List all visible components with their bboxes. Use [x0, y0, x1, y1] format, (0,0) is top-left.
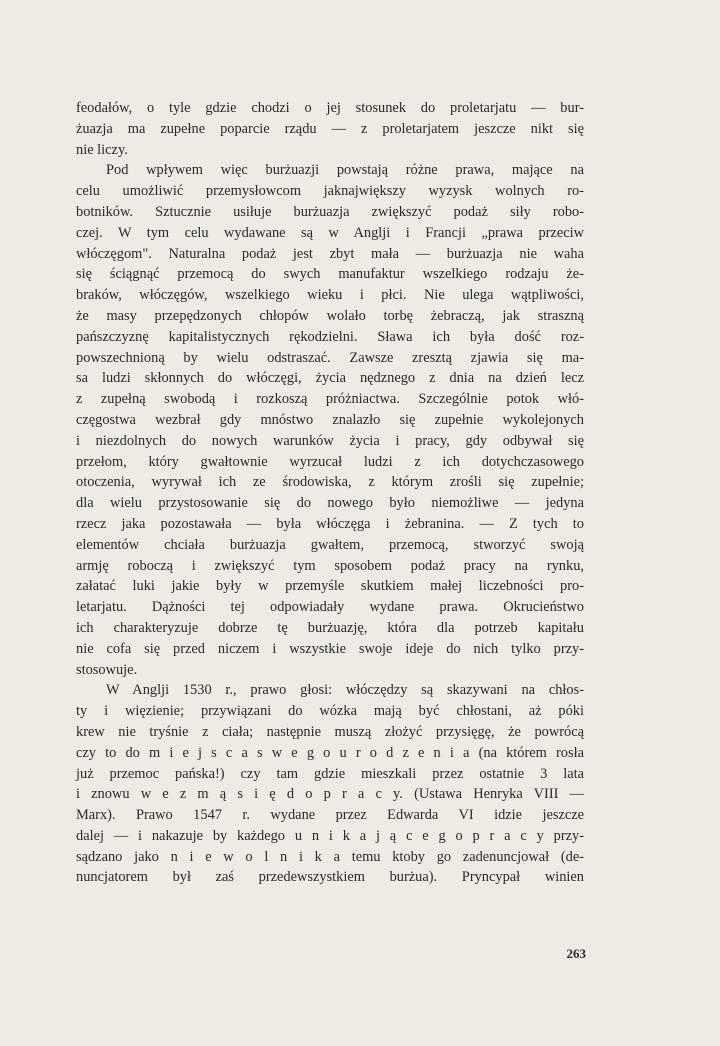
text-line: sa ludzi skłonnych do włóczęgi, życia nędznego z dnia na dzień lecz [76, 370, 584, 387]
text-line: ty i więzienie; przywiązani do wózka mają być chłostani, aż póki [76, 703, 584, 720]
text-line: i znowu w e z m ą s i ę d o p r a c y. (Ustawa Henryka VIII — [76, 786, 584, 803]
text-line: żuazja ma zupełne poparcie rządu — z proletarjatem jeszcze nikt się [76, 120, 584, 137]
text-line: stosowuje. [76, 661, 138, 678]
text-line: otoczenia, wyrywał ich ze środowiska, z którym zrośli się zupełnie; [76, 474, 584, 491]
text-line: celu umożliwić przemysłowcom jaknajwiększy wyzysk wolnych ro- [76, 183, 584, 200]
text-line: nie cofa się przed niczem i wszystkie swoje ideje do nich tylko przy- [76, 640, 584, 657]
text-line: letarjatu. Dążności tej odpowiadały wydane prawa. Okrucieństwo [76, 599, 584, 616]
text-line: włóczęgom". Naturalna podaż jest zbyt mała — burżuazja nie waha [76, 245, 584, 262]
text-line: czej. W tym celu wydawane są w Anglji i Francji „prawa przeciw [76, 224, 584, 241]
body-text [76, 98, 584, 888]
text-line: armję roboczą i zwiększyć tym sposobem podaż pracy na rynku, [76, 557, 584, 574]
text-line: feodałów, o tyle gdzie chodzi o jej stosunek do proletarjatu — bur- [76, 100, 584, 116]
text-line: W Anglji 1530 r., prawo głosi: włóczędzy są skazywani na chłos- [106, 682, 584, 699]
text-line: braków, włóczęgów, wszelkiego wieku i płci. Nie ulega wątpliwości, [76, 287, 584, 304]
page-number: 263 [566, 946, 586, 961]
text-line: elementów chciała burżuazja gwałtem, przemocą, stworzyć swoją [76, 536, 584, 553]
text-line: się ściągnąć przemocą do swych manufaktur wszelkiego rodzaju że- [76, 266, 584, 283]
text-line: ich charakteryzuje dobrze tę burżuazję, która dla potrzeb kapitału [76, 619, 584, 636]
text-line: i niezdolnych do nowych warunków życia i pracy, gdy odbywał się [76, 432, 584, 449]
text-line: dalej — i nakazuje by każdego u n i k a j ą c e g o p r a c y przy- [76, 827, 584, 844]
text-line: przełom, który gwałtownie wyrzucał ludzi z ich dotychczasowego [76, 453, 584, 470]
text-line: pańszczyznę kapitalistycznych rękodzielni. Sława ich była dość roz- [76, 328, 584, 345]
text-line: dla wielu przystosowanie się do nowego było niemożliwe — jedyna [76, 495, 584, 512]
text-line: botników. Sztucznie usiłuje burżuazja zwiększyć podaż siły robo- [76, 203, 584, 220]
text-line: Pod wpływem więc burżuazji powstają różne prawa, mające na [106, 162, 584, 179]
text-line: nuncjatorem był zaś przedewszystkiem burżua). Pryncypał winien [76, 869, 584, 886]
text-line: nie liczy. [76, 141, 128, 158]
text-line: że masy przepędzonych chłopów wolało torbę żebraczą, jak straszną [76, 307, 584, 324]
text-line: powszechnioną by wielu odstraszać. Zawsze zresztą zjawia się ma- [76, 349, 584, 366]
text-line: Marx). Prawo 1547 r. wydane przez Edwarda VI idzie jeszcze [76, 807, 584, 824]
text-line: sądzano jako n i e w o l n i k a temu ktoby go zadenuncjował (de- [76, 848, 584, 865]
text-line: krew nie tryśnie z ciała; następnie muszą złożyć przysięgę, że powrócą [76, 723, 584, 740]
text-line: załatać luki jakie były w przemyśle skutkiem małej liczebności pro- [76, 578, 584, 595]
text-line: czy to do m i e j s c a s w e g o u r o d z e n i a (na którem rosła [76, 744, 584, 761]
text-line: częgostwa wezbrał gdy mnóstwo znalazło się zupełnie wykolejonych [76, 411, 584, 428]
text-line: z zupełną swobodą i rozkoszą próżniactwa. Szczególnie potok włó- [76, 391, 584, 408]
text-line: już przemoc pańska!) czy tam gdzie mieszkali przez ostatnie 3 lata [76, 765, 584, 782]
text-line: rzecz jaka pozostawała — była włóczęga i żebranina. — Z tych to [76, 515, 584, 532]
